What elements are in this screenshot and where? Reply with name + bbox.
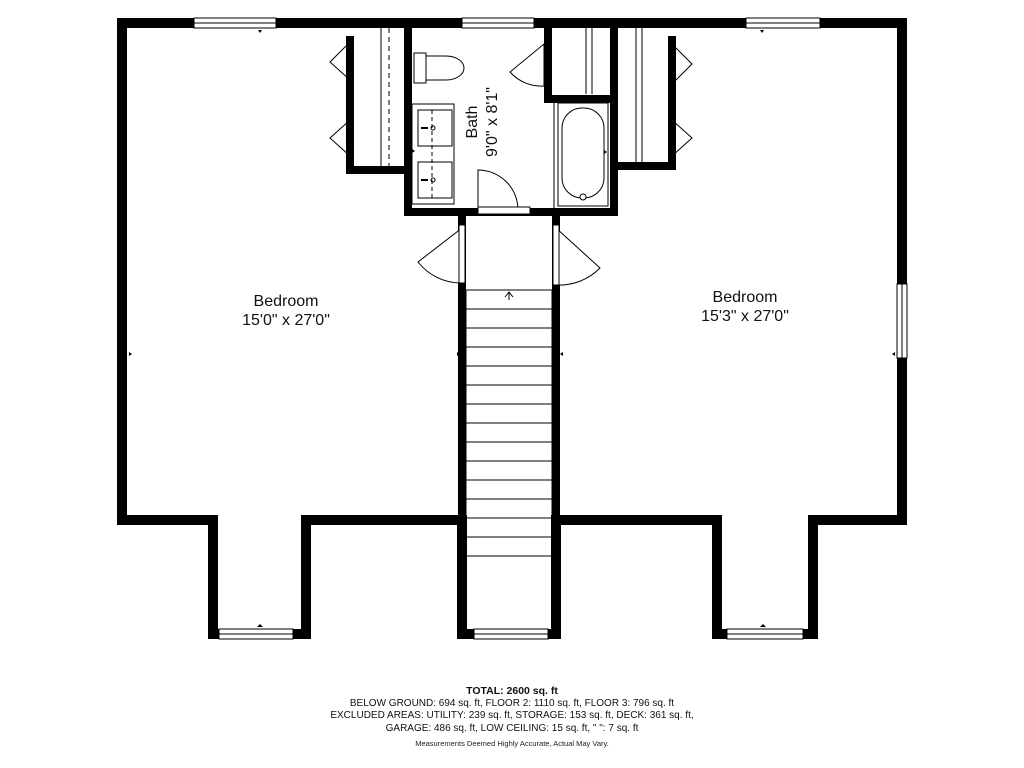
bedroom-left-label [196, 292, 376, 330]
room-dimensions: 9'0" x 8'1" [484, 87, 501, 157]
room-name: Bath [464, 105, 481, 139]
room-name: Bedroom [253, 293, 319, 310]
excluded-areas-line: EXCLUDED AREAS: UTILITY: 239 sq. ft, STORAGE: 153 sq. ft, DECK: 361 sq. ft, [330, 710, 694, 721]
bath-fixtures [412, 53, 608, 206]
door-swing [556, 228, 600, 285]
room-dimensions: 15'0" x 27'0" [242, 312, 330, 329]
door-swing [418, 228, 462, 283]
toilet-tank [414, 53, 426, 83]
staircase [466, 290, 552, 556]
interior-walls [350, 23, 672, 520]
room-dimensions: 15'3" x 27'0" [701, 308, 789, 325]
door-swing [510, 44, 544, 86]
door-swing [478, 170, 518, 210]
bedroom-right-label [655, 288, 835, 326]
area-summary [262, 685, 762, 751]
toilet-bowl [426, 56, 464, 80]
excluded-areas-line: GARAGE: 486 sq. ft, LOW CEILING: 15 sq. ft, " ": 7 sq. ft [385, 722, 639, 734]
total-area: TOTAL: 2600 sq. ft [466, 685, 558, 697]
area-breakdown-line: BELOW GROUND: 694 sq. ft, FLOOR 2: 1110 sq. ft, FLOOR 3: 796 sq. ft [349, 697, 675, 709]
room-name: Bedroom [712, 289, 778, 306]
accuracy-disclaimer: Measurements Deemed Highly Accurate, Actual May Vary. [415, 739, 609, 748]
